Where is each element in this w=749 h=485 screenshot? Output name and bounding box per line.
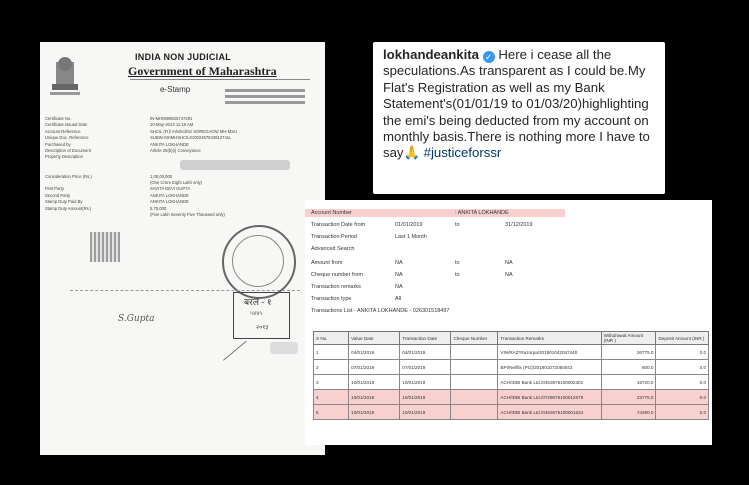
table-row: 1 04/01/2019 04/01/2019 VIN/RAZ*Razorpa/201901042047440 26775.0 0.0 <box>314 345 709 360</box>
account-label: Account Number <box>311 210 352 216</box>
official-seal <box>222 225 296 299</box>
stamp-field-values: IN-MH0899825747291 10-May-2013 11:18 AM SHCIL (FI)/ mhshcil01/ SOREGAON/ MH-MSU SUBIN-MHMHSHCIL01002457633912741L ANKITA LOKHANDE Article 25(b)(i) Conveyance 1,08,00,000 (One Crore Eight Lakh only) SAVITA DEVI GUPTA ANKITA LOKHANDE ANKITA LOKHANDE 5,75,000 (Five Lakh Seventy Five Thousand only) <box>150 116 238 218</box>
transactions-table <box>313 331 709 420</box>
to-label: to <box>455 260 460 266</box>
e-stamp-document <box>40 42 325 455</box>
caption-body: Here i cease all the speculations.As transparent as I could be.My Flat's Registration as well as my Bank Statement's(01/01/19 to 01/03/20)highlighting the emi's being deducted from my account on monthly basis.There is nothing more I have to say <box>383 47 650 161</box>
bank-statement <box>305 200 712 445</box>
stamp-field-labels: Certificate No. Certificate Issued Date Account Reference Unique Doc. Reference Purchased by Description of Document Property Description Consideration Price (Rs.) First Party Second Party Stamp Duty Paid By Stamp Duty Amount(Rs.) <box>45 116 92 211</box>
remarks-label: Transaction remarks <box>311 284 361 290</box>
type-label: Transaction type <box>311 296 352 302</box>
instagram-caption <box>373 42 665 194</box>
col-remarks: Transaction Remarks <box>498 332 601 345</box>
ashoka-emblem-icon <box>46 54 84 104</box>
period-label: Transaction Period <box>311 234 357 240</box>
col-deposit: Deposit Amount (INR ) <box>656 332 709 345</box>
amount-from-value: NA <box>395 260 403 266</box>
amount-to-value: NA <box>505 260 513 266</box>
to-label: to <box>455 272 460 278</box>
registration-stamp-box: बरल - १ ५४४५ २०१३ <box>233 292 290 339</box>
col-sno: S No. <box>314 332 349 345</box>
period-value: Last 1 Month <box>395 234 427 240</box>
date-from-value: 01/01/2019 <box>395 222 423 228</box>
type-value: All <box>395 296 402 302</box>
table-row-highlighted: 4 10/01/2019 10/01/2019 ACH/IDBI Bank Ltd./0729675100012679 23775.0 0.0 <box>314 390 709 405</box>
small-seal <box>270 342 298 354</box>
table-header-row <box>314 332 709 345</box>
cheque-from-value: NA <box>395 272 403 278</box>
stamp-header-non-judicial: INDIA NON JUDICIAL <box>135 52 232 62</box>
to-label: to <box>455 222 460 228</box>
divider <box>130 79 310 80</box>
remarks-value: NA <box>395 284 403 290</box>
stamp-header-government: Government of Maharashtra <box>128 64 277 78</box>
hashtag-link[interactable]: #justiceforssr <box>419 145 502 161</box>
cheque-label: Cheque number from <box>311 272 363 278</box>
date-from-label: Transaction Date from <box>311 222 366 228</box>
transactions-list-title: Transactions List - ANKITA LOKHANDE - 026301518497 <box>311 308 450 314</box>
col-value-date: Value Date <box>349 332 400 345</box>
table-row: 3 10/01/2019 10/01/2019 ACH/IDBI Bank Ltd./0453675100002301 19720.0 0.0 <box>314 375 709 390</box>
estamp-label: e-Stamp <box>160 85 191 94</box>
col-transaction-date: Transaction Date <box>400 332 451 345</box>
col-cheque-number: Cheque Number <box>451 332 498 345</box>
folded-hands-icon: 🙏 <box>403 145 420 161</box>
caption-text <box>383 47 655 162</box>
verified-badge-icon: ✓ <box>483 51 495 63</box>
account-value: : ANKITA LOKHANDE <box>455 210 509 216</box>
table-row-highlighted: 5 10/01/2019 10/01/2019 ACH/IDBI Bank Ltd./0453675100001634 74290.0 0.0 <box>314 405 709 420</box>
redacted-area <box>180 160 290 170</box>
amount-from-label: Amount from <box>311 260 343 266</box>
date-to-value: 31/12/2019 <box>505 222 533 228</box>
col-withdrawal: Withdrawal Amount (INR ) <box>601 332 656 345</box>
advanced-search-link[interactable]: Advanced Search <box>311 246 355 252</box>
cheque-to-value: NA <box>505 272 513 278</box>
barcode-image <box>90 232 120 262</box>
reference-lines <box>225 86 305 107</box>
username-link[interactable]: lokhandeankita <box>383 47 480 62</box>
signature: S.Gupta <box>118 314 155 324</box>
table-row: 2 07/01/2019 07/01/2019 BPI/Netflix (PG)/201901072050043 800.0 0.0 <box>314 360 709 375</box>
